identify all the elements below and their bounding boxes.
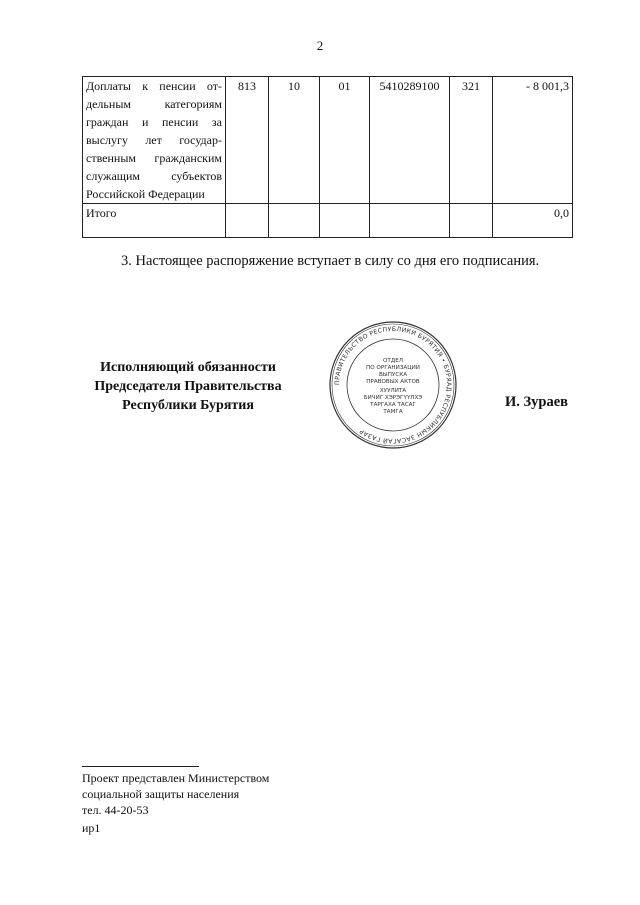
- seal-line: БИЧИГ ХЭРЭГҮҮЛХЭ: [363, 395, 423, 401]
- expense-type-cell: 321: [450, 77, 493, 204]
- seal-line: ТАМГА: [383, 409, 403, 415]
- footnote-line: Проект представлен Министерством: [82, 771, 270, 785]
- subsection-code-cell: [320, 204, 370, 238]
- target-code-cell: [370, 204, 450, 238]
- seal-line: ОТДЕЛ: [383, 358, 403, 364]
- row-name-line: служащим субъектов: [86, 169, 222, 183]
- expense-type-cell: [450, 204, 493, 238]
- section-code-cell: 10: [269, 77, 320, 204]
- total-amount-cell: 0,0: [493, 204, 573, 238]
- footnote-divider: [82, 766, 199, 767]
- signatory-title: [82, 358, 294, 415]
- signatory-title-line: Республики Бурятия: [122, 398, 254, 413]
- row-name-line: дельным категориям: [86, 97, 222, 111]
- official-seal: [328, 320, 458, 450]
- effective-date-paragraph: 3. Настоящее распоряжение вступает в силу со дня его подписания.: [121, 253, 540, 269]
- svg-text:ПРАВИТЕЛЬСТВО РЕСПУБЛИКИ БУРЯТ: [334, 326, 452, 446]
- ministry-code-cell: [226, 204, 269, 238]
- row-name-line: Доплаты к пенсии от-: [86, 79, 222, 93]
- section-code-cell: [269, 204, 320, 238]
- row-name-line: ственным гражданским: [86, 151, 222, 165]
- footnote: [82, 770, 269, 818]
- row-name-line: Российской Федерации: [86, 187, 205, 201]
- ministry-code-cell: 813: [226, 77, 269, 204]
- author-initials: ир1: [82, 821, 101, 835]
- seal-line: ПО ОРГАНИЗАЦИИ: [366, 365, 420, 371]
- signatory-name: И. Зураев: [505, 394, 569, 410]
- budget-table: [82, 76, 573, 238]
- page-number: 2: [316, 38, 324, 53]
- row-name-line: граждан и пенсии за: [86, 115, 222, 129]
- subsection-code-cell: 01: [320, 77, 370, 204]
- target-code-cell: 5410289100: [370, 77, 450, 204]
- row-name-cell: Итого: [83, 204, 226, 238]
- table-row: [83, 204, 573, 238]
- row-name-cell: [83, 77, 226, 204]
- footnote-line: социальной защиты населения: [82, 787, 240, 801]
- seal-line: ТАРГАХА ТАСАГ: [370, 402, 416, 408]
- amount-cell: - 8 001,3: [493, 77, 573, 204]
- row-name-line: выслугу лет государ-: [86, 133, 222, 147]
- seal-outer-text: ПРАВИТЕЛЬСТВО РЕСПУБЛИКИ БУРЯТИЯ • БУРЯАД РЕСПУБЛИКЫН ЗАСАГАЙ ГАЗАР: [333, 325, 453, 445]
- signatory-title-line: Председателя Правительства: [94, 379, 282, 394]
- footnote-line: тел. 44-20-53: [82, 803, 149, 817]
- signatory-title-line: Исполняющий обязанности: [100, 360, 276, 375]
- table-row: [83, 77, 573, 204]
- seal-line: ВЫПУСКА: [378, 372, 408, 378]
- seal-line: ХУУЛИТА: [379, 388, 407, 394]
- seal-line: ПРАВОВЫХ АКТОВ: [366, 379, 420, 385]
